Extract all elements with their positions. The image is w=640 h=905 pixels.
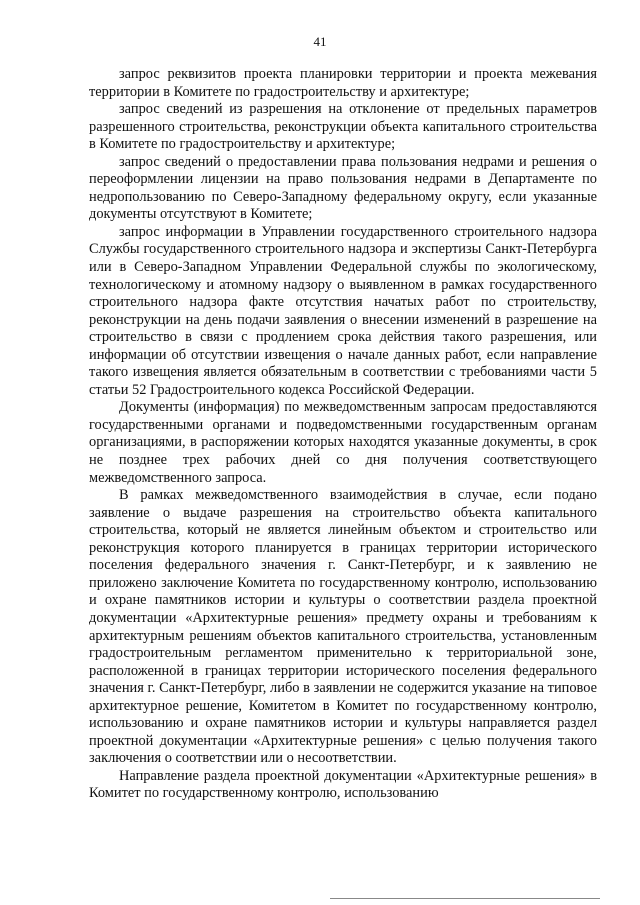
paragraph-request-planning-details: запрос реквизитов проекта планировки территории и проекта межевания территории в Комитете по градостроительству и архитектуре; <box>89 66 597 100</box>
paragraph-request-subsoil-rights: запрос сведений о предоставлении права пользования недрами и решения о переоформлении лицензии на право пользования недрами в Департаменте по недропользованию по Северо-Западному федеральному округу, если указанные документы отсутствуют в Комитете; <box>89 153 597 223</box>
footer-divider <box>330 898 600 899</box>
paragraph-request-deviation-permit: запрос сведений из разрешения на отклонение от предельных параметров разрешенного строительства, реконструкции объекта капитального строительства в Комитете по градостроительству и архитектуре; <box>89 101 597 153</box>
document-body <box>89 66 597 803</box>
paragraph-documents-deadline: Документы (информация) по межведомственным запросам предоставляются государственными органами и подведомственными государственным органам организациями, в распоряжении которых находятся указанные документы, в срок не позднее трех рабочих дней со дня получения соответствующего межведомственного запроса. <box>89 399 597 486</box>
paragraph-architecture-section-submission: Направление раздела проектной документации «Архитектурные решения» в Комитет по государственному контролю, использованию <box>89 767 597 802</box>
page-number: 41 <box>313 34 327 49</box>
paragraph-request-construction-supervision: запрос информации в Управлении государственного строительного надзора Службы государственного строительного надзора и экспертизы Санкт-Петербурга или в Северо-Западном Управлении Федеральной службы по экологическому, технологическому и атомному надзору о выявленном в рамках государственного строительного надзора факте отсутствия начатых работ по строительству, реконструкции на день подачи заявления о внесении изменений в разрешение на строительство в связи с продлением срока действия такого разрешения, или информации об отсутствии извещения о начале данных работ, если направление такого извещения является обязательным в соответствии с требованиями части 5 статьи 52 Градостроительного кодекса Российской Федерации. <box>89 223 597 398</box>
paragraph-interagency-architecture: В рамках межведомственного взаимодействия в случае, если подано заявление о выдаче разрешения на строительство объекта капитального строительства, который не является линейным объектом и строительство или реконструкция которого планируется в границах территории исторического поселения федерального значения г. Санкт-Петербург, и к заявлению не приложено заключение Комитета по государственному контролю, использованию и охране памятников истории и культуры о соответствии раздела проектной документации «Архитектурные решения» предмету охраны и требованиям к архитектурным решениям объектов капитального строительства, установленным градостроительным регламентом применительно к территориальной зоне, расположенной в границах территории исторического поселения федерального значения г. Санкт-Петербург, либо в заявлении не содержится указание на типовое архитектурное решение, Комитетом в Комитет по государственному контролю, использованию и охране памятников истории и культуры направляется раздел проектной документации «Архитектурные решения» с целью получения такого заключения о соответствии или о несоответствии. <box>89 487 597 767</box>
